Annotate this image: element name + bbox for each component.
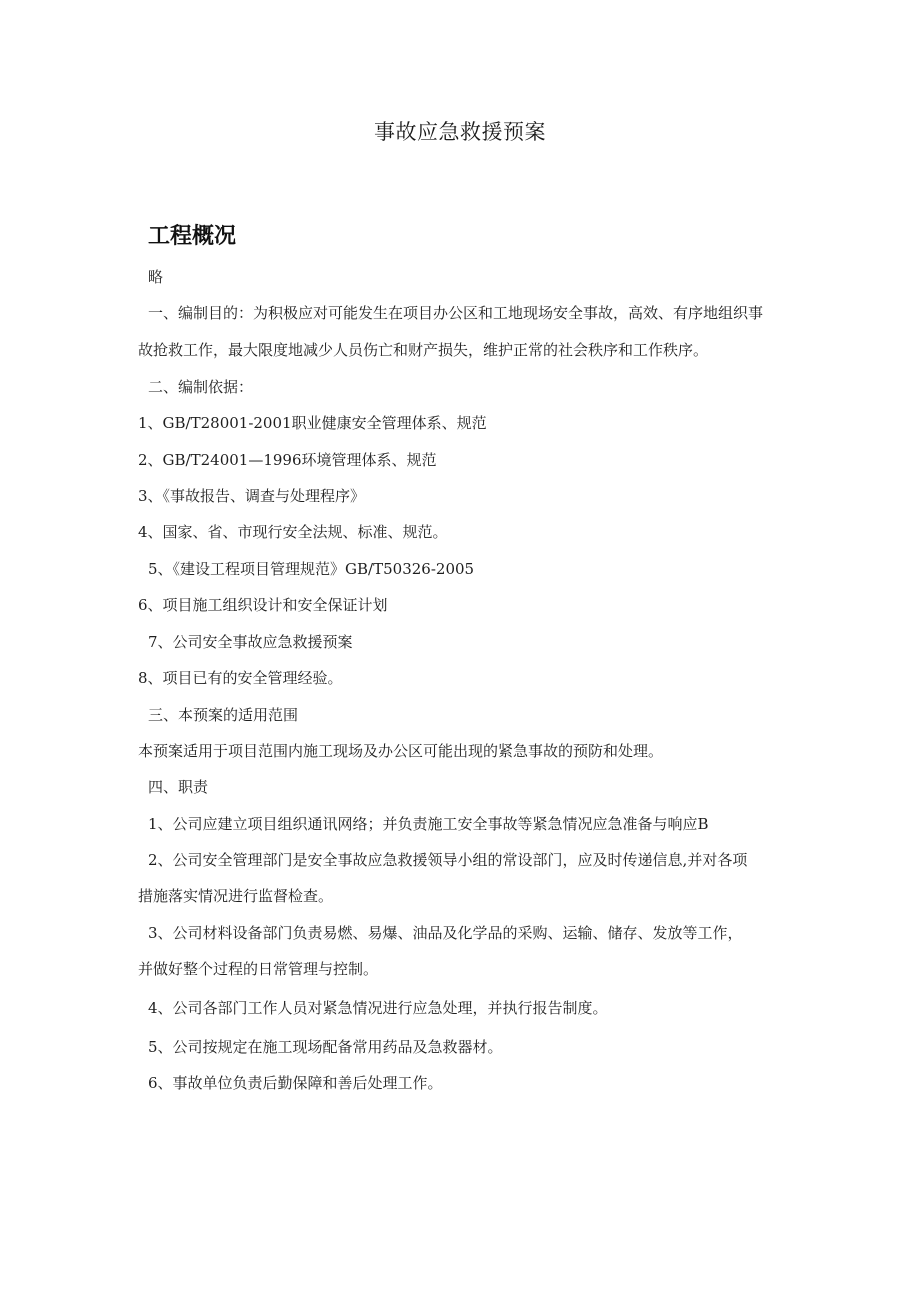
- body-line-19: 3、公司材料设备部门负责易燃、易爆、油品及化学品的采购、运输、储存、发放等工作，: [148, 924, 743, 942]
- body-line-8: 4、国家、省、市现行安全法规、标准、规范。: [138, 523, 448, 541]
- body-line-1: 略: [148, 268, 164, 286]
- body-line-15: 四、职责: [148, 778, 209, 796]
- section-heading: 工程概况: [148, 224, 237, 249]
- body-line-9: 5、《建设工程项目管理规范》GB/T50326-2005: [148, 560, 475, 578]
- body-line-11: 7、公司安全事故应急救援预案: [148, 633, 353, 651]
- body-line-17: 2、公司安全管理部门是安全事故应急救援领导小组的常设部门，应及时传递信息,并对各项: [148, 851, 748, 869]
- body-line-18: 措施落实情况进行监督检查。: [138, 887, 334, 905]
- body-line-21: 4、公司各部门工作人员对紧急情况进行应急处理，并执行报告制度。: [148, 999, 608, 1017]
- body-line-2: 一、编制目的：为积极应对可能发生在项目办公区和工地现场安全事故，高效、有序地组织事: [148, 304, 764, 322]
- body-line-12: 8、项目已有的安全管理经验。: [138, 669, 343, 687]
- body-line-13: 三、本预案的适用范围: [148, 706, 299, 724]
- body-line-22: 5、公司按规定在施工现场配备常用药品及急救器材。: [148, 1038, 503, 1056]
- body-line-6: 2、GB/T24001—1996环境管理体系、规范: [138, 451, 437, 469]
- body-line-20: 并做好整个过程的日常管理与控制。: [138, 960, 379, 978]
- body-line-7: 3、《事故报告、调查与处理程序》: [138, 487, 366, 505]
- body-line-23: 6、事故单位负责后勤保障和善后处理工作。: [148, 1074, 443, 1092]
- body-line-4: 二、编制依据：: [148, 378, 254, 396]
- body-line-16: 1、公司应建立项目组织通讯网络；并负责施工安全事故等紧急情况应急准备与响应B: [148, 815, 709, 833]
- document-title: 事故应急救援预案: [374, 120, 546, 144]
- body-line-10: 6、项目施工组织设计和安全保证计划: [138, 596, 388, 614]
- body-line-5: 1、GB/T28001-2001职业健康安全管理体系、规范: [138, 414, 487, 432]
- body-line-3: 故抢救工作，最大限度地减少人员伤亡和财产损失，维护正常的社会秩序和工作秩序。: [138, 341, 709, 359]
- body-line-14: 本预案适用于项目范围内施工现场及办公区可能出现的紧急事故的预防和处理。: [138, 742, 664, 760]
